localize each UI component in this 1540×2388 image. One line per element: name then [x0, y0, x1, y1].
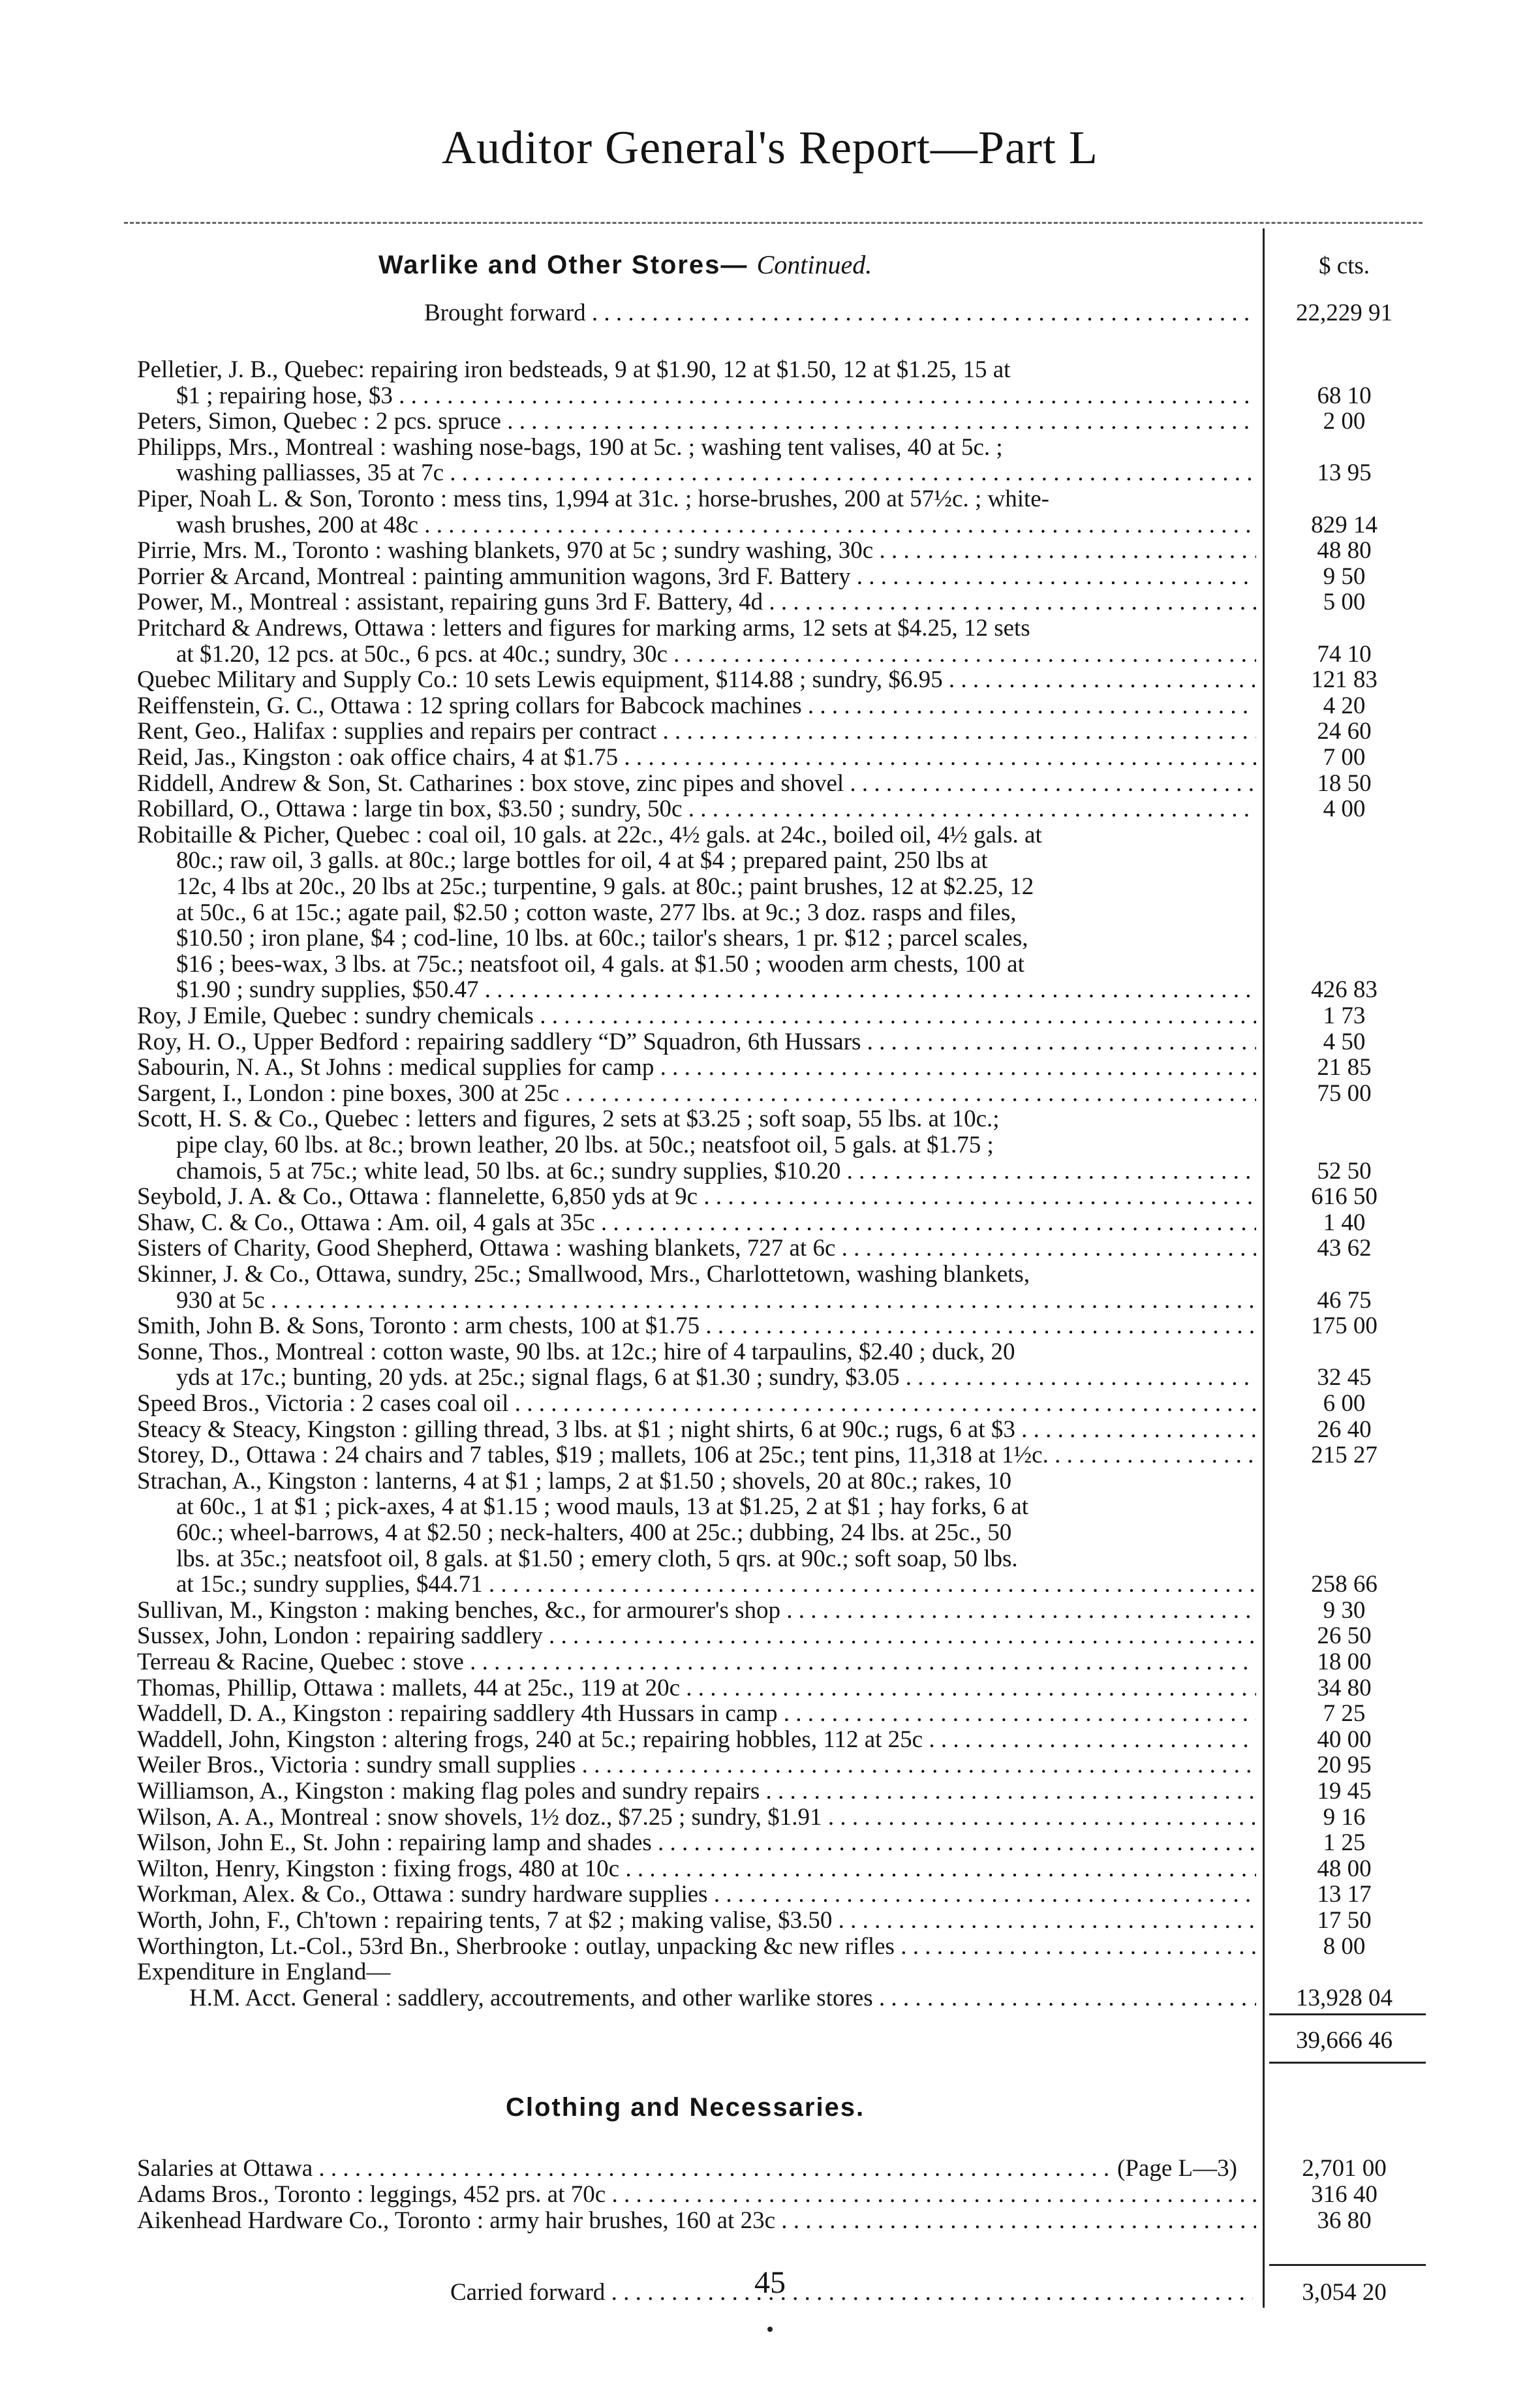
entry-text: Speed Bros., Victoria : 2 cases coal oil . . .	[137, 1389, 1256, 1418]
section-total: 39,666 46	[1296, 2027, 1393, 2055]
clothing-entry-amount: 2,701 00	[1302, 2155, 1387, 2182]
total-rule	[1269, 2013, 1426, 2015]
entry-text: Waddell, John, Kingston : altering frogs, 240 at 5c.; repairing hobbles, 112 at 25c . . .	[137, 1726, 1256, 1754]
entry-amount: 616 50	[1311, 1183, 1378, 1211]
entry-amount: 7 00	[1323, 744, 1366, 771]
entry-text: Wilson, John E., St. John : repairing lamp and shades . . .	[137, 1829, 1256, 1857]
section-title-warlike	[378, 249, 872, 280]
entry-text: Robitaille & Picher, Quebec : coal oil, 10 gals. at 22c., 4½ gals. at 24c., boiled oil, 4½ gals. at	[137, 821, 1042, 848]
entry-continuation: 60c.; wheel-barrows, 4 at $2.50 ; neck-halters, 400 at 25c.; dubbing, 24 lbs. at 25c., 50	[176, 1519, 1012, 1546]
entry-text: Wilton, Henry, Kingston : fixing frogs, 480 at 10c . . .	[137, 1855, 1256, 1883]
entry-text: H.M. Acct. General : saddlery, accoutrements, and other warlike stores . . .	[189, 1984, 1256, 2012]
entry-continuation: pipe clay, 60 lbs. at 8c.; brown leather, 20 lbs. at 50c.; neatsfoot oil, 5 gals. at $1.75 ;	[176, 1132, 994, 1158]
brought-forward-label: Brought forward . . .	[424, 299, 1253, 327]
entry-amount: 426 83	[1311, 976, 1378, 1004]
entry-text: Skinner, J. & Co., Ottawa, sundry, 25c.; Smallwood, Mrs., Charlottetown, washing blankets,	[137, 1261, 1030, 1288]
clothing-entry-amount: 316 40	[1311, 2181, 1378, 2209]
entry-text: Pirrie, Mrs. M., Toronto : washing blankets, 970 at 5c ; sundry washing, 30c . . .	[137, 536, 1256, 565]
entry-text: Terreau & Racine, Quebec : stove . . .	[137, 1648, 1256, 1676]
entry-amount: 75 00	[1317, 1079, 1372, 1107]
clothing-entry-text: Adams Bros., Toronto : leggings, 452 prs. at 70c . . .	[137, 2180, 1256, 2209]
section-title-clothing: Clothing and Necessaries.	[506, 2093, 865, 2122]
entry-text: Sabourin, N. A., St Johns : medical supplies for camp . . .	[137, 1053, 1256, 1081]
brought-forward-amount: 22,229 91	[1296, 300, 1393, 326]
entry-amount: 48 80	[1317, 537, 1372, 565]
entry-amount: 21 85	[1317, 1054, 1372, 1081]
entry-amount: 9 16	[1323, 1803, 1366, 1831]
print-mark	[767, 2327, 773, 2332]
entry-continuation: washing palliasses, 35 at 7c . . .	[176, 459, 1256, 487]
amount-column-heading: $ cts.	[1318, 253, 1370, 279]
entry-text: Steacy & Steacy, Kingston : gilling thread, 3 lbs. at $1 ; night shirts, 6 at 90c.; rugs, 6 at $3 . . .	[137, 1416, 1256, 1444]
entry-continuation: $10.50 ; iron plane, $4 ; cod-line, 10 lbs. at 60c.; tailor's shears, 1 pr. $12 ; parcel scales,	[176, 925, 1028, 952]
entry-text: Expenditure in England—	[137, 1959, 391, 1986]
entry-amount: 1 73	[1323, 1002, 1366, 1029]
entry-amount: 2 00	[1323, 408, 1366, 435]
entry-continuation: at 50c., 6 at 15c.; agate pail, $2.50 ; cotton waste, 277 lbs. at 9c.; 3 doz. rasps and files,	[176, 899, 1017, 926]
entry-amount: 34 80	[1317, 1674, 1372, 1701]
entry-text: Reid, Jas., Kingston : oak office chairs, 4 at $1.75 . . .	[137, 743, 1256, 771]
entry-text: Sonne, Thos., Montreal : cotton waste, 90 lbs. at 12c.; hire of 4 tarpaulins, $2.40 ; duck, 20	[137, 1338, 1015, 1365]
entry-text: Riddell, Andrew & Son, St. Catharines : box stove, zinc pipes and shovel . . .	[137, 769, 1256, 798]
entry-text: Seybold, J. A. & Co., Ottawa : flannelette, 6,850 yds at 9c . . .	[137, 1183, 1256, 1211]
entry-text: Roy, H. O., Upper Bedford : repairing saddlery “D” Squadron, 6th Hussars . . .	[137, 1028, 1256, 1056]
entry-text: Worth, John, F., Ch'town : repairing tents, 7 at $2 ; making valise, $3.50 . . .	[137, 1906, 1256, 1934]
entry-text: Workman, Alex. & Co., Ottawa : sundry hardware supplies . . .	[137, 1880, 1256, 1908]
total-rule-bottom	[1269, 2062, 1426, 2064]
entry-continuation: lbs. at 35c.; neatsfoot oil, 8 gals. at $1.50 ; emery cloth, 5 qrs. at 90c.; soft soap, 50 lbs.	[176, 1545, 1018, 1572]
entry-amount: 1 25	[1323, 1829, 1366, 1857]
entry-continuation: 80c.; raw oil, 3 galls. at 80c.; large bottles for oil, 4 at $4 ; prepared paint, 250 lbs at	[176, 847, 988, 875]
entry-text: Sisters of Charity, Good Shepherd, Ottawa : washing blankets, 727 at 6c . . .	[137, 1234, 1256, 1262]
entry-amount: 175 00	[1311, 1312, 1378, 1340]
entry-amount: 258 66	[1311, 1571, 1378, 1598]
entry-amount: 43 62	[1317, 1235, 1372, 1262]
entry-amount: 19 45	[1317, 1778, 1372, 1805]
entry-amount: 5 00	[1323, 589, 1366, 616]
entry-text: Smith, John B. & Sons, Toronto : arm chests, 100 at $1.75 . . .	[137, 1312, 1256, 1340]
entry-text: Philipps, Mrs., Montreal : washing nose-bags, 190 at 5c. ; washing tent valises, 40 at 5c. ;	[137, 433, 1003, 461]
entry-amount: 26 50	[1317, 1622, 1372, 1650]
entry-text: Worthington, Lt.-Col., 53rd Bn., Sherbrooke : outlay, unpacking &c new rifles . . .	[137, 1932, 1256, 1961]
entry-continuation: 12c, 4 lbs at 20c., 20 lbs at 25c.; turpentine, 9 gals. at 80c.; paint brushes, 12 at $2.25, 12	[176, 873, 1034, 900]
entry-amount: 48 00	[1317, 1855, 1372, 1882]
entry-text: Roy, J Emile, Quebec : sundry chemicals . . .	[137, 1002, 1256, 1030]
entry-text: Sargent, I., London : pine boxes, 300 at 25c . . .	[137, 1079, 1256, 1108]
clothing-entry-ref: (Page L—3)	[1117, 2155, 1237, 2182]
entry-text: Williamson, A., Kingston : making flag poles and sundry repairs . . .	[137, 1777, 1256, 1805]
entry-amount: 20 95	[1317, 1752, 1372, 1779]
entry-continuation: $1 ; repairing hose, $3 . . .	[176, 382, 1256, 410]
page-number: 45	[754, 2265, 786, 2300]
entry-text: Scott, H. S. & Co., Quebec : letters and figures, 2 sets at $3.25 ; soft soap, 55 lbs. at 10c.;	[137, 1106, 1000, 1133]
section-title-continued: Continued.	[756, 250, 872, 279]
entry-text: Pritchard & Andrews, Ottawa : letters and figures for marking arms, 12 sets at $4.25, 12 sets	[137, 615, 1030, 642]
entry-text: Sullivan, M., Kingston : making benches, &c., for armourer's shop . . .	[137, 1596, 1256, 1624]
entry-text: Weiler Bros., Victoria : sundry small supplies . . .	[137, 1751, 1256, 1779]
entry-text: Quebec Military and Supply Co.: 10 sets Lewis equipment, $114.88 ; sundry, $6.95 . . .	[137, 666, 1256, 694]
entry-amount: 829 14	[1311, 511, 1378, 538]
entry-text: Shaw, C. & Co., Ottawa : Am. oil, 4 gals at 35c . . .	[137, 1209, 1256, 1237]
entry-text: Strachan, A., Kingston : lanterns, 4 at $1 ; lamps, 2 at $1.50 ; shovels, 20 at 80c.; rakes, 10	[137, 1467, 1012, 1495]
entry-text: Sussex, John, London : repairing saddlery . . .	[137, 1622, 1256, 1650]
carried-forward-label: Carried forward . . .	[450, 2278, 1253, 2306]
entry-continuation: at 15c.; sundry supplies, $44.71 . . .	[176, 1570, 1256, 1598]
entry-amount: 1 40	[1323, 1209, 1366, 1236]
entry-continuation: at $1.20, 12 pcs. at 50c., 6 pcs. at 40c.; sundry, 30c . . .	[176, 640, 1256, 668]
entry-amount: 4 20	[1323, 692, 1366, 719]
entry-text: Reiffenstein, G. C., Ottawa : 12 spring collars for Babcock machines . . .	[137, 692, 1256, 720]
entry-text: Waddell, D. A., Kingston : repairing saddlery 4th Hussars in camp . . .	[137, 1699, 1256, 1728]
entry-amount: 17 50	[1317, 1907, 1372, 1934]
entry-amount: 13 17	[1317, 1881, 1372, 1908]
entry-amount: 4 50	[1323, 1028, 1366, 1055]
amount-column-rule	[1263, 228, 1265, 2308]
entry-amount: 26 40	[1317, 1416, 1372, 1443]
entry-amount: 74 10	[1317, 640, 1372, 668]
entry-amount: 7 25	[1323, 1700, 1366, 1728]
entry-continuation: 930 at 5c . . .	[176, 1286, 1256, 1314]
entry-continuation: at 60c., 1 at $1 ; pick-axes, 4 at $1.15 ; wood mauls, 13 at $1.25, 2 at $1 ; hay forks, 6 at	[176, 1493, 1029, 1521]
entry-amount: 8 00	[1323, 1932, 1366, 1960]
entry-amount: 4 00	[1323, 796, 1366, 823]
entry-text: Power, M., Montreal : assistant, repairing guns 3rd F. Battery, 4d . . .	[137, 588, 1256, 616]
entry-amount: 121 83	[1311, 666, 1378, 694]
entry-amount: 68 10	[1317, 382, 1372, 409]
section-title-text: Warlike and Other Stores—	[378, 251, 748, 279]
entry-text: Robillard, O., Ottawa : large tin box, $3.50 ; sundry, 50c . . .	[137, 795, 1256, 823]
entry-continuation: chamois, 5 at 75c.; white lead, 50 lbs. at 6c.; sundry supplies, $10.20 . . .	[176, 1157, 1256, 1185]
entry-text: Thomas, Phillip, Ottawa : mallets, 44 at 25c., 119 at 20c . . .	[137, 1674, 1256, 1702]
entry-continuation: wash brushes, 200 at 48c . . .	[176, 511, 1256, 539]
header-divider	[124, 222, 1423, 224]
entry-amount: 18 50	[1317, 769, 1372, 797]
entry-amount: 18 00	[1317, 1649, 1372, 1675]
clothing-entry-text: Aikenhead Hardware Co., Toronto : army hair brushes, 160 at 23c . . .	[137, 2207, 1256, 2235]
entry-amount: 6 00	[1323, 1390, 1366, 1417]
entry-amount: 24 60	[1317, 718, 1372, 745]
carried-forward-amount: 3,054 20	[1302, 2279, 1387, 2306]
page-header: Auditor General's Report—Part L	[442, 121, 1098, 174]
entry-text: Piper, Noah L. & Son, Toronto : mess tins, 1,994 at 31c. ; horse-brushes, 200 at 57½c. ; white-	[137, 486, 1049, 512]
entry-text: Wilson, A. A., Montreal : snow shovels, 1½ doz., $7.25 ; sundry, $1.91 . . .	[137, 1803, 1256, 1831]
entry-amount: 52 50	[1317, 1157, 1372, 1185]
entry-text: Peters, Simon, Quebec : 2 pcs. spruce . . .	[137, 407, 1256, 435]
entry-text: Pelletier, J. B., Quebec: repairing iron bedsteads, 9 at $1.90, 12 at $1.50, 12 at $1.25, 15 at	[137, 356, 1011, 383]
entry-amount: 9 50	[1323, 563, 1366, 590]
entry-continuation: $16 ; bees-wax, 3 lbs. at 75c.; neatsfoot oil, 4 gals. at $1.50 ; wooden arm chests, 100 at	[176, 950, 1024, 978]
entry-amount: 40 00	[1317, 1726, 1372, 1753]
entry-amount: 46 75	[1317, 1286, 1372, 1314]
entry-continuation: yds at 17c.; bunting, 20 yds. at 25c.; signal flags, 6 at $1.30 ; sundry, $3.05 . . .	[176, 1363, 1256, 1391]
entry-text: Rent, Geo., Halifax : supplies and repairs per contract . . .	[137, 717, 1256, 745]
entry-text: Storey, D., Ottawa : 24 chairs and 7 tables, $19 ; mallets, 106 at 25c.; tent pins, 11,318 at 1½c. . . .	[137, 1441, 1256, 1469]
entry-amount: 13,928 04	[1296, 1984, 1393, 2011]
entry-amount: 215 27	[1311, 1442, 1378, 1469]
entry-text: Porrier & Arcand, Montreal : painting ammunition wagons, 3rd F. Battery . . .	[137, 563, 1256, 591]
entry-amount: 32 45	[1317, 1364, 1372, 1391]
entry-amount: 9 30	[1323, 1596, 1366, 1624]
clothing-entry-text: Salaries at Ottawa . . .	[137, 2154, 1116, 2182]
clothing-entry-amount: 36 80	[1317, 2207, 1372, 2235]
entry-continuation: $1.90 ; sundry supplies, $50.47 . . .	[176, 976, 1256, 1004]
entry-amount: 13 95	[1317, 459, 1372, 487]
